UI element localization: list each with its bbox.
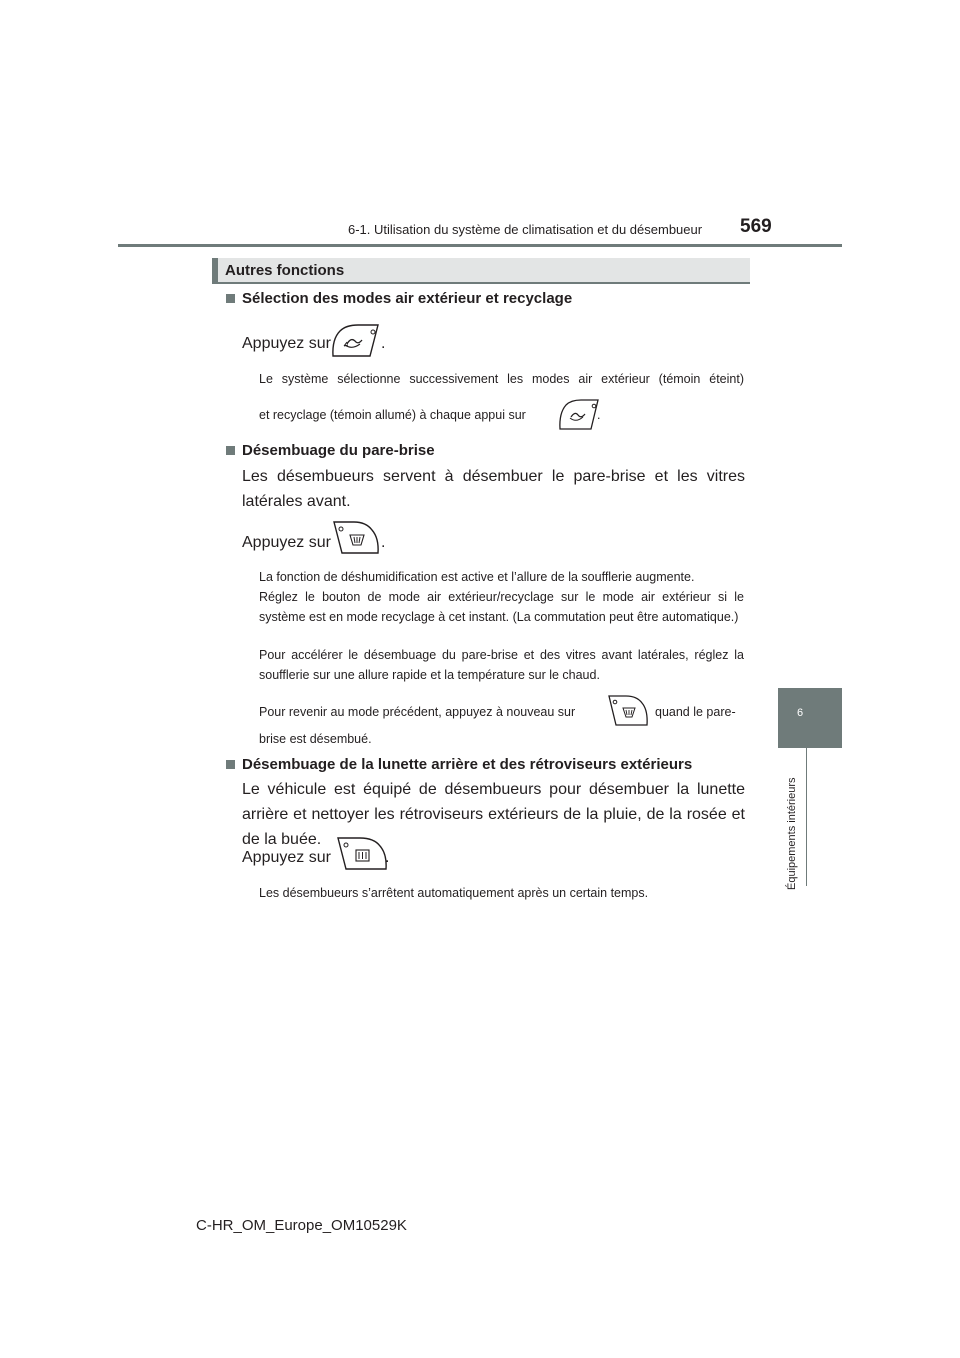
- page-number: 569: [740, 216, 772, 237]
- bullet-square: [226, 294, 235, 303]
- rear-window-defogger-button-icon: [334, 836, 390, 872]
- instruction-air-mode: Appuyez sur: [242, 335, 331, 352]
- document-code: C-HR_OM_Europe_OM10529K: [196, 1217, 407, 1234]
- note-windshield-3: Pour accélérer le désembuage du pare-brise et des vitres avant latérales, réglez la soufflerie sur une allure rapide et la température sur le chaud.: [259, 648, 744, 682]
- bullet-square: [226, 446, 235, 455]
- bullet-square: [226, 760, 235, 769]
- note-air-mode-period: .: [597, 408, 601, 422]
- instruction-air-mode-period: .: [381, 335, 386, 352]
- note-air-mode-line1: Le système sélectionne successivement les modes air extérieur (témoin éteint): [259, 372, 744, 386]
- windshield-defogger-button-small-icon: [605, 694, 651, 728]
- recirculation-button-icon: [330, 323, 382, 359]
- chapter-tab-label-text: Équipements intérieurs: [786, 777, 798, 890]
- body-rear-window: Le véhicule est équipé de désembueurs pour désembuer la lunette arrière et nettoyer les rétroviseurs extérieurs de la pluie, de la rosée et de la buée.: [242, 781, 745, 848]
- instruction-rear-window-period: .: [385, 849, 390, 866]
- section-header-mark: [212, 258, 218, 284]
- chapter-tab-line: [806, 748, 807, 886]
- note-rear-window: Les désembueurs s’arrêtent automatiquement après un certain temps.: [259, 886, 649, 900]
- windshield-defogger-button-icon: [330, 520, 382, 556]
- note-windshield-4-end: quand le pare-: [655, 705, 736, 719]
- section-header: [212, 258, 750, 284]
- section-title: Autres fonctions: [225, 262, 345, 279]
- chapter-title: 6-1. Utilisation du système de climatisation et du désembueur: [348, 222, 703, 237]
- instruction-windshield-period: .: [381, 534, 386, 551]
- chapter-tab-number: 6: [796, 707, 804, 719]
- recirculation-button-small-icon: [557, 398, 601, 432]
- chapter-tab: [778, 688, 842, 748]
- heading-windshield: Désembuage du pare-brise: [242, 442, 435, 459]
- note-windshield-1: La fonction de déshumidification est active et l’allure de la soufflerie augmente.: [259, 570, 695, 584]
- note-air-mode-line2: et recyclage (témoin allumé) à chaque appui sur: [259, 408, 526, 422]
- instruction-windshield: Appuyez sur: [242, 534, 331, 551]
- heading-air-mode: Sélection des modes air extérieur et recyclage: [242, 290, 573, 307]
- chapter-tab-label: [786, 760, 798, 890]
- note-windshield-2: Réglez le bouton de mode air extérieur/recyclage sur le mode air extérieur si le système est en mode recyclage à cet instant. (La commutation peut être automatique.): [259, 590, 744, 624]
- instruction-rear-window: Appuyez sur: [242, 849, 331, 866]
- note-windshield-4: Pour revenir au mode précédent, appuyez à nouveau sur: [259, 705, 576, 719]
- body-windshield: Les désembueurs servent à désembuer le pare-brise et les vitres latérales avant.: [242, 468, 745, 510]
- note-windshield-4-cont: brise est désembué.: [259, 732, 372, 746]
- header-rule: [118, 244, 842, 247]
- heading-rear-window: Désembuage de la lunette arrière et des rétroviseurs extérieurs: [242, 756, 693, 773]
